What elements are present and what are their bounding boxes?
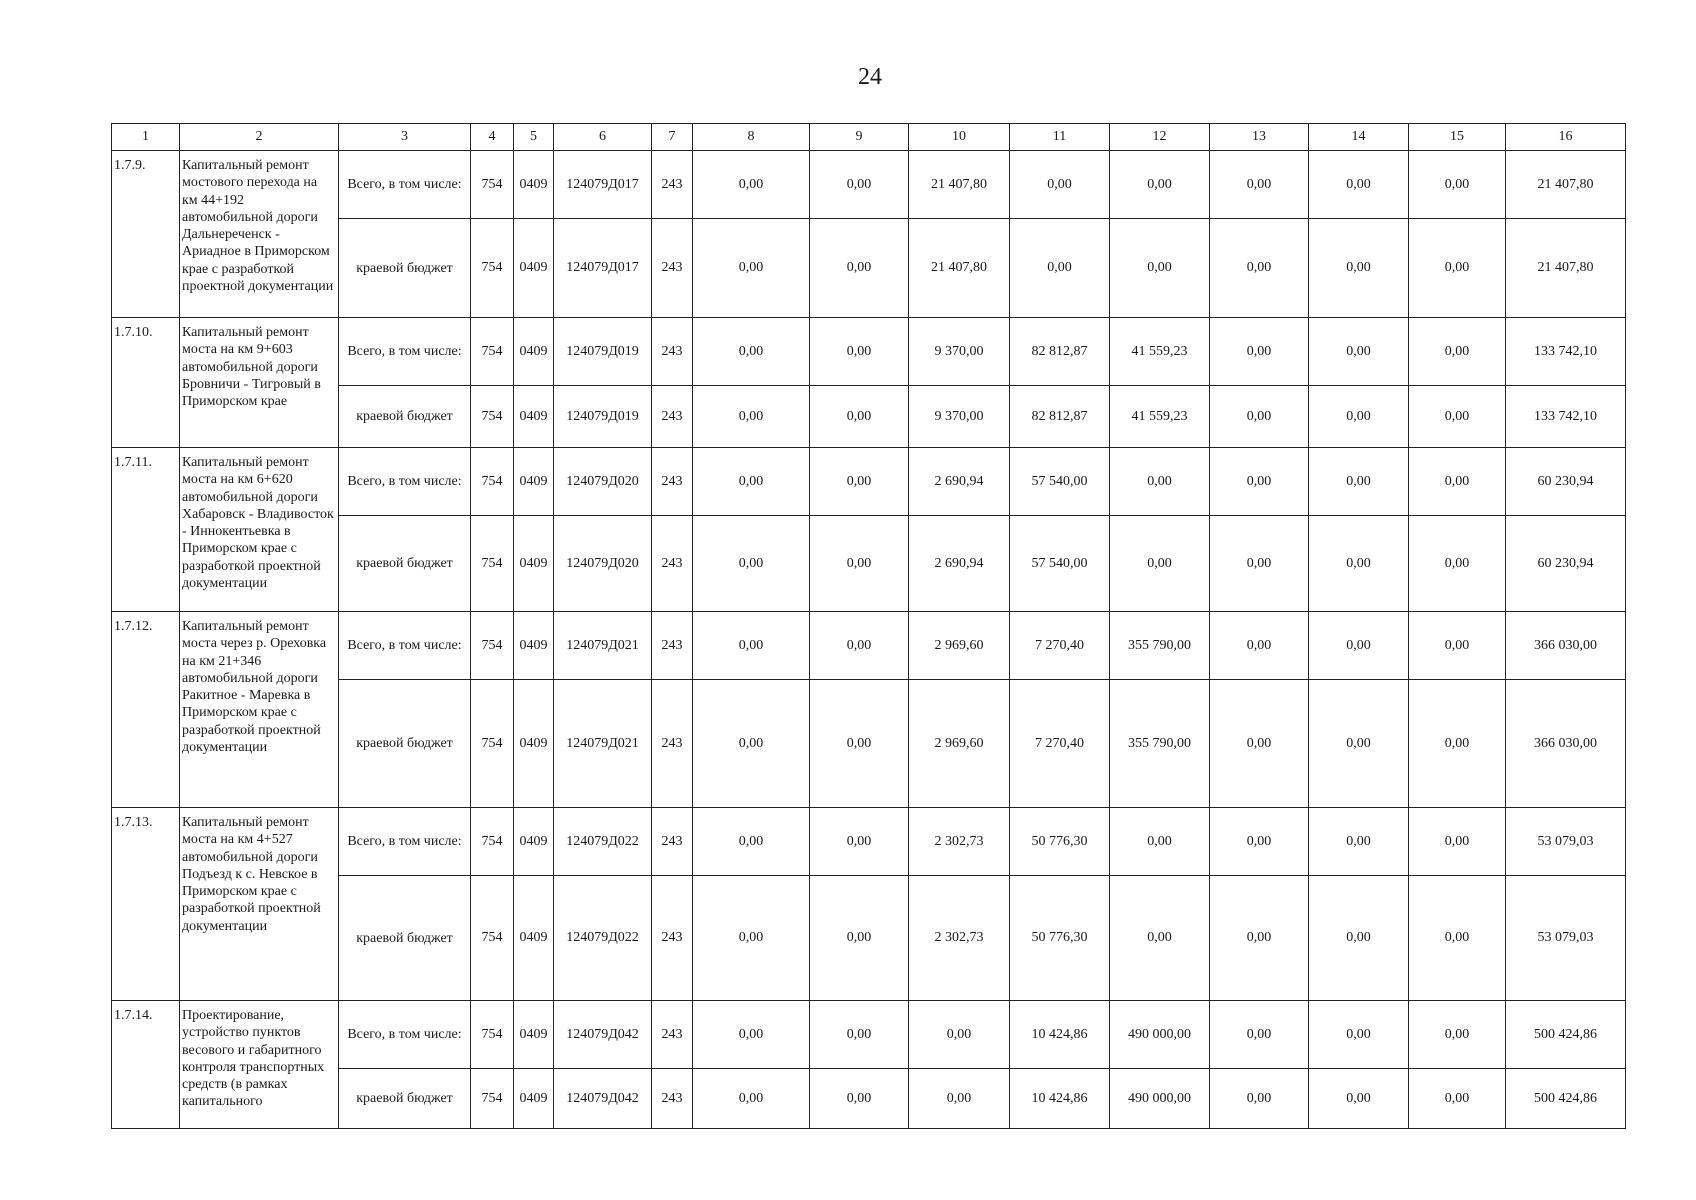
cell-c12: 490 000,00	[1110, 1069, 1210, 1129]
cell-c11: 82 812,87	[1010, 386, 1110, 448]
item-name: Проектирование, устройство пунктов весового и габаритного контроля транспортных средств (в рамках капитального	[180, 1001, 339, 1129]
column-header: 2	[180, 124, 339, 151]
funding-source: Всего, в том числе:	[339, 318, 471, 386]
cell-c11: 10 424,86	[1010, 1069, 1110, 1129]
budget-table	[111, 123, 1626, 1129]
cell-c12: 0,00	[1110, 808, 1210, 876]
cell-c11: 82 812,87	[1010, 318, 1110, 386]
funding-source: Всего, в том числе:	[339, 808, 471, 876]
cell-c7: 243	[652, 1001, 693, 1069]
cell-c10: 21 407,80	[909, 219, 1010, 318]
funding-source: краевой бюджет	[339, 219, 471, 318]
cell-c4: 754	[471, 151, 514, 219]
cell-c14: 0,00	[1309, 612, 1409, 680]
cell-c7: 243	[652, 448, 693, 516]
cell-c14: 0,00	[1309, 1001, 1409, 1069]
cell-c11: 50 776,30	[1010, 876, 1110, 1001]
cell-c14: 0,00	[1309, 516, 1409, 612]
cell-c4: 754	[471, 808, 514, 876]
cell-c10: 21 407,80	[909, 151, 1010, 219]
item-name: Капитальный ремонт моста на км 9+603 автомобильной дороги Бровничи - Тигровый в Приморском крае	[180, 318, 339, 448]
cell-c11: 0,00	[1010, 219, 1110, 318]
cell-c16: 60 230,94	[1506, 516, 1626, 612]
cell-c8: 0,00	[693, 151, 810, 219]
cell-c10: 9 370,00	[909, 386, 1010, 448]
cell-c12: 0,00	[1110, 876, 1210, 1001]
cell-c12: 355 790,00	[1110, 680, 1210, 808]
table-row	[112, 219, 1626, 318]
cell-c13: 0,00	[1210, 516, 1309, 612]
funding-source: краевой бюджет	[339, 1069, 471, 1129]
item-name: Капитальный ремонт мостового перехода на км 44+192 автомобильной дороги Дальнереченск - Ариадное в Приморском крае с разработкой проектной документации	[180, 151, 339, 318]
cell-c13: 0,00	[1210, 448, 1309, 516]
table-row	[112, 151, 1626, 219]
cell-c9: 0,00	[810, 386, 909, 448]
funding-source: Всего, в том числе:	[339, 448, 471, 516]
page-number: 24	[858, 64, 882, 90]
cell-c13: 0,00	[1210, 876, 1309, 1001]
cell-c14: 0,00	[1309, 876, 1409, 1001]
cell-c6: 124079Д019	[554, 386, 652, 448]
cell-c15: 0,00	[1409, 318, 1506, 386]
cell-c4: 754	[471, 1069, 514, 1129]
cell-c5: 0409	[514, 318, 554, 386]
cell-c6: 124079Д017	[554, 219, 652, 318]
column-header: 6	[554, 124, 652, 151]
cell-c16: 500 424,86	[1506, 1001, 1626, 1069]
table-row	[112, 386, 1626, 448]
cell-c6: 124079Д020	[554, 448, 652, 516]
cell-c5: 0409	[514, 516, 554, 612]
cell-c16: 133 742,10	[1506, 386, 1626, 448]
table-row	[112, 876, 1626, 1001]
cell-c14: 0,00	[1309, 386, 1409, 448]
cell-c14: 0,00	[1309, 808, 1409, 876]
cell-c13: 0,00	[1210, 680, 1309, 808]
cell-c15: 0,00	[1409, 448, 1506, 516]
cell-c6: 124079Д042	[554, 1001, 652, 1069]
cell-c14: 0,00	[1309, 448, 1409, 516]
cell-c14: 0,00	[1309, 1069, 1409, 1129]
funding-source: Всего, в том числе:	[339, 612, 471, 680]
funding-source: краевой бюджет	[339, 516, 471, 612]
cell-c5: 0409	[514, 219, 554, 318]
cell-c4: 754	[471, 612, 514, 680]
cell-c9: 0,00	[810, 1001, 909, 1069]
cell-c7: 243	[652, 219, 693, 318]
column-header: 1	[112, 124, 180, 151]
cell-c7: 243	[652, 1069, 693, 1129]
cell-c11: 10 424,86	[1010, 1001, 1110, 1069]
column-header: 14	[1309, 124, 1409, 151]
cell-c9: 0,00	[810, 448, 909, 516]
cell-c7: 243	[652, 151, 693, 219]
table-row	[112, 808, 1626, 876]
cell-c10: 2 969,60	[909, 680, 1010, 808]
cell-c16: 366 030,00	[1506, 612, 1626, 680]
header-row	[112, 124, 1626, 151]
cell-c7: 243	[652, 808, 693, 876]
cell-c16: 21 407,80	[1506, 151, 1626, 219]
item-number: 1.7.12.	[112, 612, 180, 808]
cell-c7: 243	[652, 318, 693, 386]
cell-c13: 0,00	[1210, 219, 1309, 318]
column-header: 12	[1110, 124, 1210, 151]
cell-c13: 0,00	[1210, 151, 1309, 219]
cell-c15: 0,00	[1409, 876, 1506, 1001]
column-header: 11	[1010, 124, 1110, 151]
cell-c6: 124079Д021	[554, 680, 652, 808]
table-row	[112, 680, 1626, 808]
cell-c5: 0409	[514, 151, 554, 219]
cell-c6: 124079Д019	[554, 318, 652, 386]
column-header: 10	[909, 124, 1010, 151]
cell-c15: 0,00	[1409, 1001, 1506, 1069]
cell-c5: 0409	[514, 808, 554, 876]
cell-c9: 0,00	[810, 318, 909, 386]
item-name: Капитальный ремонт моста через р. Ореховка на км 21+346 автомобильной дороги Ракитное - Маревка в Приморском крае с разработкой проектной документации	[180, 612, 339, 808]
funding-source: Всего, в том числе:	[339, 151, 471, 219]
cell-c4: 754	[471, 516, 514, 612]
column-header: 15	[1409, 124, 1506, 151]
cell-c8: 0,00	[693, 448, 810, 516]
cell-c16: 500 424,86	[1506, 1069, 1626, 1129]
cell-c7: 243	[652, 516, 693, 612]
cell-c5: 0409	[514, 1001, 554, 1069]
table-row	[112, 1001, 1626, 1069]
cell-c15: 0,00	[1409, 151, 1506, 219]
cell-c15: 0,00	[1409, 612, 1506, 680]
cell-c9: 0,00	[810, 876, 909, 1001]
cell-c5: 0409	[514, 612, 554, 680]
cell-c5: 0409	[514, 1069, 554, 1129]
cell-c12: 0,00	[1110, 219, 1210, 318]
funding-source: краевой бюджет	[339, 876, 471, 1001]
cell-c16: 133 742,10	[1506, 318, 1626, 386]
cell-c10: 2 690,94	[909, 448, 1010, 516]
cell-c10: 2 302,73	[909, 808, 1010, 876]
table-row	[112, 516, 1626, 612]
cell-c10: 0,00	[909, 1001, 1010, 1069]
cell-c6: 124079Д017	[554, 151, 652, 219]
table-row	[112, 448, 1626, 516]
cell-c7: 243	[652, 876, 693, 1001]
cell-c5: 0409	[514, 680, 554, 808]
cell-c4: 754	[471, 448, 514, 516]
item-number: 1.7.11.	[112, 448, 180, 612]
cell-c13: 0,00	[1210, 1069, 1309, 1129]
cell-c6: 124079Д022	[554, 876, 652, 1001]
cell-c13: 0,00	[1210, 1001, 1309, 1069]
cell-c15: 0,00	[1409, 386, 1506, 448]
cell-c15: 0,00	[1409, 808, 1506, 876]
cell-c13: 0,00	[1210, 612, 1309, 680]
cell-c8: 0,00	[693, 680, 810, 808]
cell-c7: 243	[652, 680, 693, 808]
cell-c10: 2 969,60	[909, 612, 1010, 680]
cell-c14: 0,00	[1309, 318, 1409, 386]
cell-c8: 0,00	[693, 1069, 810, 1129]
cell-c4: 754	[471, 386, 514, 448]
column-header: 8	[693, 124, 810, 151]
cell-c12: 0,00	[1110, 151, 1210, 219]
cell-c12: 355 790,00	[1110, 612, 1210, 680]
cell-c15: 0,00	[1409, 1069, 1506, 1129]
cell-c10: 2 302,73	[909, 876, 1010, 1001]
column-header: 3	[339, 124, 471, 151]
cell-c10: 9 370,00	[909, 318, 1010, 386]
cell-c16: 21 407,80	[1506, 219, 1626, 318]
cell-c12: 41 559,23	[1110, 386, 1210, 448]
cell-c8: 0,00	[693, 516, 810, 612]
cell-c8: 0,00	[693, 876, 810, 1001]
column-header: 9	[810, 124, 909, 151]
cell-c15: 0,00	[1409, 680, 1506, 808]
cell-c5: 0409	[514, 386, 554, 448]
item-number: 1.7.13.	[112, 808, 180, 1001]
cell-c8: 0,00	[693, 1001, 810, 1069]
item-name: Капитальный ремонт моста на км 6+620 автомобильной дороги Хабаровск - Владивосток - Иннокентьевка в Приморском крае с разработкой проектной документации	[180, 448, 339, 612]
funding-source: краевой бюджет	[339, 680, 471, 808]
table-row	[112, 1069, 1626, 1129]
cell-c9: 0,00	[810, 680, 909, 808]
cell-c14: 0,00	[1309, 680, 1409, 808]
cell-c13: 0,00	[1210, 318, 1309, 386]
cell-c9: 0,00	[810, 1069, 909, 1129]
item-number: 1.7.14.	[112, 1001, 180, 1129]
cell-c13: 0,00	[1210, 386, 1309, 448]
item-name: Капитальный ремонт моста на км 4+527 автомобильной дороги Подъезд к с. Невское в Приморском крае с разработкой проектной документации	[180, 808, 339, 1001]
cell-c4: 754	[471, 876, 514, 1001]
cell-c12: 490 000,00	[1110, 1001, 1210, 1069]
cell-c16: 60 230,94	[1506, 448, 1626, 516]
cell-c8: 0,00	[693, 612, 810, 680]
column-header: 13	[1210, 124, 1309, 151]
cell-c9: 0,00	[810, 808, 909, 876]
cell-c13: 0,00	[1210, 808, 1309, 876]
cell-c11: 7 270,40	[1010, 612, 1110, 680]
cell-c11: 57 540,00	[1010, 448, 1110, 516]
column-header: 5	[514, 124, 554, 151]
cell-c16: 53 079,03	[1506, 876, 1626, 1001]
cell-c11: 0,00	[1010, 151, 1110, 219]
cell-c8: 0,00	[693, 318, 810, 386]
funding-source: краевой бюджет	[339, 386, 471, 448]
cell-c5: 0409	[514, 876, 554, 1001]
column-header: 7	[652, 124, 693, 151]
cell-c16: 366 030,00	[1506, 680, 1626, 808]
cell-c9: 0,00	[810, 612, 909, 680]
cell-c4: 754	[471, 219, 514, 318]
cell-c6: 124079Д042	[554, 1069, 652, 1129]
cell-c6: 124079Д022	[554, 808, 652, 876]
table-row	[112, 318, 1626, 386]
cell-c7: 243	[652, 386, 693, 448]
column-header: 16	[1506, 124, 1626, 151]
cell-c12: 0,00	[1110, 516, 1210, 612]
cell-c15: 0,00	[1409, 516, 1506, 612]
cell-c7: 243	[652, 612, 693, 680]
item-number: 1.7.10.	[112, 318, 180, 448]
cell-c12: 0,00	[1110, 448, 1210, 516]
cell-c8: 0,00	[693, 219, 810, 318]
table-row	[112, 612, 1626, 680]
cell-c4: 754	[471, 680, 514, 808]
cell-c9: 0,00	[810, 219, 909, 318]
cell-c16: 53 079,03	[1506, 808, 1626, 876]
cell-c14: 0,00	[1309, 219, 1409, 318]
cell-c8: 0,00	[693, 386, 810, 448]
cell-c10: 0,00	[909, 1069, 1010, 1129]
cell-c9: 0,00	[810, 516, 909, 612]
cell-c5: 0409	[514, 448, 554, 516]
cell-c9: 0,00	[810, 151, 909, 219]
cell-c15: 0,00	[1409, 219, 1506, 318]
column-header: 4	[471, 124, 514, 151]
item-number: 1.7.9.	[112, 151, 180, 318]
cell-c10: 2 690,94	[909, 516, 1010, 612]
cell-c14: 0,00	[1309, 151, 1409, 219]
cell-c6: 124079Д020	[554, 516, 652, 612]
cell-c11: 50 776,30	[1010, 808, 1110, 876]
cell-c8: 0,00	[693, 808, 810, 876]
funding-source: Всего, в том числе:	[339, 1001, 471, 1069]
cell-c4: 754	[471, 318, 514, 386]
cell-c12: 41 559,23	[1110, 318, 1210, 386]
cell-c6: 124079Д021	[554, 612, 652, 680]
cell-c4: 754	[471, 1001, 514, 1069]
cell-c11: 57 540,00	[1010, 516, 1110, 612]
cell-c11: 7 270,40	[1010, 680, 1110, 808]
